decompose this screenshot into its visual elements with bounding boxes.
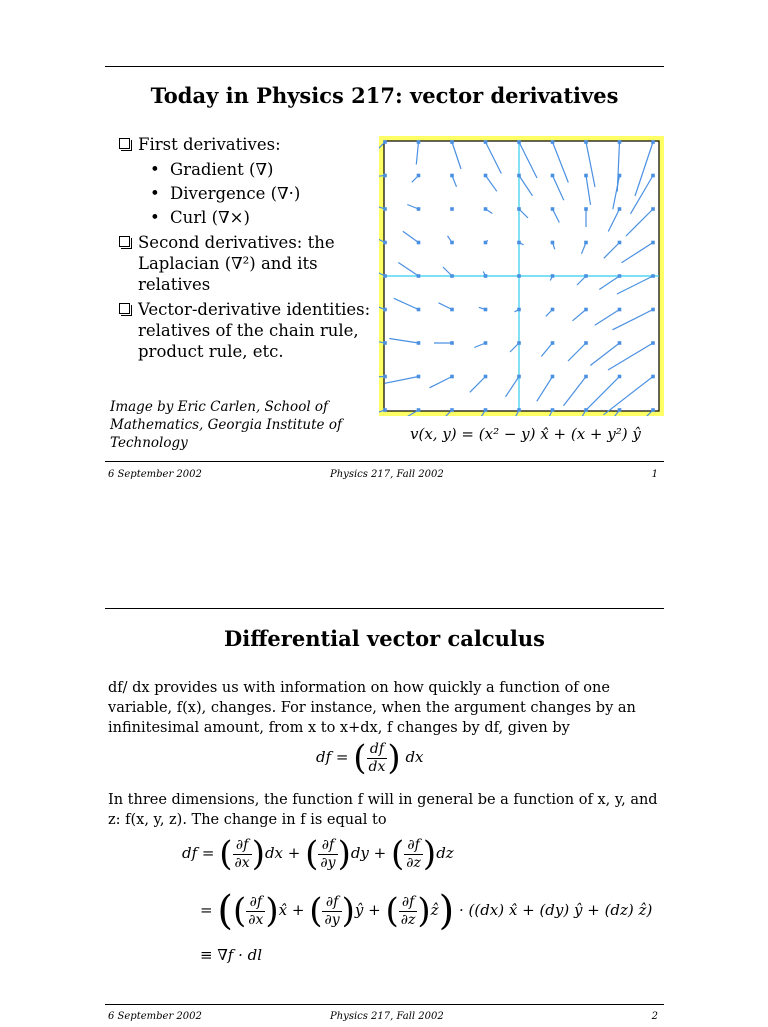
vector-arrow-head	[484, 375, 488, 379]
dot-bullet-icon: •	[150, 208, 160, 227]
vector-arrow-head	[383, 375, 387, 379]
vector-arrow-head	[450, 241, 454, 245]
footer-date: 6 September 2002	[108, 1011, 202, 1022]
slide1-bullet-list	[118, 134, 373, 366]
equation-nabla-f-dl: ≡ ∇f · dl	[200, 946, 263, 964]
vector-arrow-head	[618, 308, 622, 312]
vector-arrow-head	[417, 140, 421, 144]
slide1-bottom-rule	[105, 461, 664, 462]
vector-field-figure	[379, 136, 664, 416]
vector-arrow-head	[551, 308, 555, 312]
vector-arrow-head	[517, 375, 521, 379]
image-credit: Image by Eric Carlen, School of Mathematics, Georgia Institute of Technology	[110, 399, 342, 451]
vector-arrow-head	[450, 375, 454, 379]
vector-arrow-head	[551, 274, 555, 278]
vector-arrow-head	[551, 241, 555, 245]
vector-arrow-head	[484, 241, 488, 245]
vector-arrow-head	[651, 341, 655, 345]
vector-arrow-head	[618, 140, 622, 144]
vector-arrow-head	[417, 375, 421, 379]
vector-arrow-head	[551, 408, 555, 412]
vector-arrow-head	[584, 274, 588, 278]
vector-arrow-head	[450, 341, 454, 345]
vector-arrow-head	[450, 140, 454, 144]
vector-arrow-head	[450, 408, 454, 412]
slide1-title: Today in Physics 217: vector derivatives	[150, 83, 619, 108]
bullet-text: Vector-derivative identities: relatives of the chain rule, product rule, etc.	[138, 300, 371, 361]
vector-arrow-head	[484, 207, 488, 211]
vector-arrow-head	[517, 274, 521, 278]
vector-arrow-head	[651, 174, 655, 178]
vector-arrow-head	[450, 207, 454, 211]
slide2-bottom-rule	[105, 1004, 664, 1005]
vector-arrow-head	[618, 274, 622, 278]
vector-arrow-head	[651, 207, 655, 211]
vector-arrow-head	[551, 140, 555, 144]
vector-arrow-head	[417, 274, 421, 278]
bullet-second-derivatives	[118, 232, 373, 295]
vector-arrow-head	[651, 140, 655, 144]
vector-arrow-head	[417, 174, 421, 178]
footer-date: 6 September 2002	[108, 469, 202, 480]
vector-arrow-head	[383, 174, 387, 178]
sub-bullet-gradient	[118, 159, 373, 180]
sub-bullet-text: Divergence (∇·)	[170, 184, 301, 203]
vector-arrow-head	[450, 274, 454, 278]
vector-field-equation: v(x, y) = (x² − y) x̂ + (x + y²) ŷ	[410, 425, 641, 443]
vector-arrow-head	[651, 375, 655, 379]
vector-arrow-head	[651, 308, 655, 312]
dot-bullet-icon: •	[150, 160, 160, 179]
vector-arrow-head	[417, 308, 421, 312]
bullet-text: Second derivatives: the Laplacian (∇²) and its relatives	[138, 233, 335, 294]
vector-arrow-head	[584, 140, 588, 144]
vector-arrow-head	[584, 174, 588, 178]
paragraph-intro: df/ dx provides us with information on how quickly a function of one variable, f(x), changes. For instance, when the argument changes by an infinitesimal amount, from x to x+dx, f changes by df, given by	[108, 680, 636, 736]
bullet-first-derivatives	[118, 134, 373, 155]
vector-arrow-head	[383, 207, 387, 211]
vector-arrow-head	[584, 375, 588, 379]
vector-arrow-head	[484, 308, 488, 312]
vector-arrow-head	[417, 241, 421, 245]
vector-arrow-head	[383, 274, 387, 278]
vector-arrow-head	[484, 408, 488, 412]
slide2-top-rule	[105, 608, 664, 609]
vector-arrow-head	[484, 140, 488, 144]
bullet-text: First derivatives:	[138, 135, 281, 154]
vector-arrow-head	[584, 207, 588, 211]
vector-arrow-head	[417, 408, 421, 412]
vector-arrow-head	[383, 241, 387, 245]
vector-arrow-head	[584, 308, 588, 312]
checkbox-bullet-icon	[119, 138, 130, 149]
footer-page-number: 2	[651, 1011, 658, 1022]
vector-arrow-head	[651, 408, 655, 412]
vector-arrow-head	[651, 241, 655, 245]
checkbox-bullet-icon	[119, 303, 130, 314]
vector-arrow-head	[450, 308, 454, 312]
sub-bullet-text: Gradient (∇)	[170, 160, 274, 179]
vector-arrow-head	[417, 207, 421, 211]
paragraph-three-dimensions: In three dimensions, the function f will in general be a function of x, y, and z: f(x, y, z). The change in f is equal to	[108, 792, 658, 828]
vector-arrow-head	[551, 375, 555, 379]
vector-arrow-head	[618, 341, 622, 345]
vector-arrow-head	[484, 274, 488, 278]
vector-arrow-head	[517, 241, 521, 245]
vector-arrow-head	[551, 341, 555, 345]
vector-arrow-head	[584, 241, 588, 245]
vector-arrow-head	[618, 241, 622, 245]
vector-arrow-head	[417, 341, 421, 345]
vector-arrow-head	[484, 174, 488, 178]
equation-df-1d: df = ( $\frac{df}{dx}$ ) dx	[316, 738, 424, 778]
slide1-footer	[108, 469, 658, 485]
vector-arrow-head	[517, 140, 521, 144]
vector-arrow-head	[618, 408, 622, 412]
footer-page-number: 1	[651, 469, 658, 480]
vector-arrow-head	[551, 174, 555, 178]
equation-df-3d: df = ( $\frac{\partial f}{\partial x}$ )dx + ( $\frac{\partial f}{\partial y}$ )dy + ( $\frac{\partial f}{\partial z}$ )dz	[182, 834, 454, 874]
dot-bullet-icon: •	[150, 184, 160, 203]
vector-arrow-head	[651, 274, 655, 278]
footer-course: Physics 217, Fall 2002	[330, 469, 444, 480]
vector-arrow-head	[383, 408, 387, 412]
footer-course: Physics 217, Fall 2002	[330, 1011, 444, 1022]
bullet-identities	[118, 299, 373, 362]
vector-arrow-head	[517, 408, 521, 412]
vector-arrow-head	[618, 207, 622, 211]
sub-bullet-text: Curl (∇×)	[170, 208, 250, 227]
vector-arrow-head	[517, 341, 521, 345]
vector-field-plot	[379, 136, 664, 416]
vector-arrow-head	[383, 341, 387, 345]
sub-bullet-curl	[118, 207, 373, 228]
vector-arrow-head	[618, 375, 622, 379]
slide2-title: Differential vector calculus	[224, 626, 545, 651]
vector-arrow-head	[383, 308, 387, 312]
equation-gradient-dot: = (( $\frac{\partial f}{\partial x}$ )x̂ + ( $\frac{\partial f}{\partial y}$ )ŷ + ( $\frac{\partial f}{\partial z}$ )ẑ) · ((dx) x̂ + (dy) ŷ + (dz) ẑ)	[200, 888, 653, 934]
vector-arrow-head	[450, 174, 454, 178]
vector-arrow-head	[517, 207, 521, 211]
vector-arrow-head	[517, 308, 521, 312]
sub-bullet-divergence	[118, 183, 373, 204]
vector-arrow-head	[383, 140, 387, 144]
vector-arrow-head	[551, 207, 555, 211]
slide2-footer	[108, 1011, 658, 1027]
vector-arrow-head	[584, 341, 588, 345]
vector-arrow-head	[517, 174, 521, 178]
slide1-top-rule	[105, 66, 664, 67]
vector-arrow-head	[484, 341, 488, 345]
checkbox-bullet-icon	[119, 236, 130, 247]
